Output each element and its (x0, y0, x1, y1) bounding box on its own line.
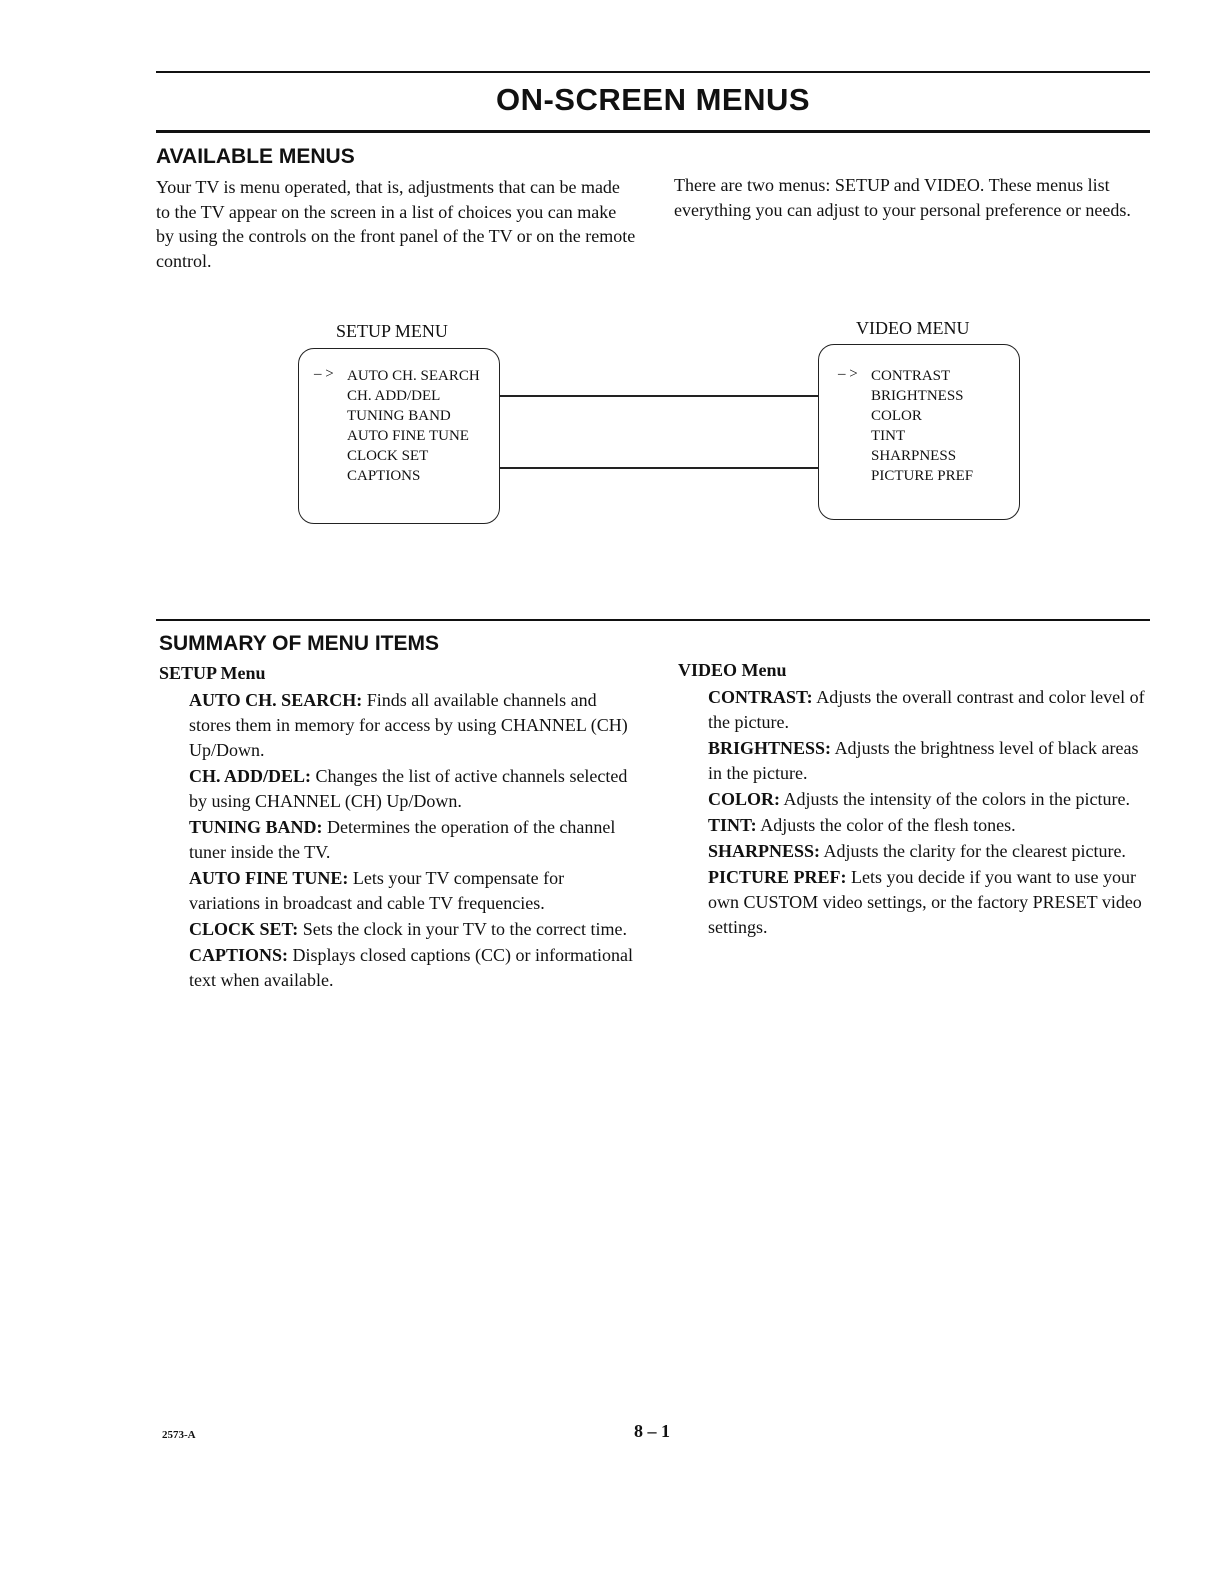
video-menu-item: PICTURE PREF (871, 468, 974, 484)
intro-paragraph-left: Your TV is menu operated, that is, adjustments that can be made to the TV appear on the screen in a list of choices you can make by using the controls on the front panel of the TV or on the remote control. (156, 177, 636, 271)
summary-term: TINT: (708, 815, 757, 835)
summary-heading: SUMMARY OF MENU ITEMS (159, 632, 440, 655)
summary-item (708, 685, 1153, 735)
page-title: ON-SCREEN MENUS (495, 82, 811, 117)
summary-rule (156, 619, 1150, 621)
video-menu-list (871, 366, 973, 486)
summary-term: AUTO CH. SEARCH: (189, 690, 363, 710)
summary-desc: Finds all available channels and stores them in memory for access by using CHANNEL (CH) Up/Down. (189, 690, 628, 760)
summary-desc: Adjusts the brightness level of black areas in the picture. (708, 738, 1139, 783)
summary-item (189, 866, 634, 916)
setup-menu-item: AUTO CH. SEARCH (347, 368, 480, 384)
connector-line-top (499, 395, 818, 397)
summary-term: COLOR: (708, 789, 780, 809)
video-menu-subheading: VIDEO Menu (678, 660, 787, 680)
summary-term: CAPTIONS: (189, 945, 289, 965)
summary-desc: Displays closed captions (CC) or informational text when available. (189, 945, 633, 990)
summary-term: CLOCK SET: (189, 919, 299, 939)
summary-term: BRIGHTNESS: (708, 738, 832, 758)
summary-term: TUNING BAND: (189, 817, 323, 837)
summary-term: SHARPNESS: (708, 841, 821, 861)
available-menus-heading: AVAILABLE MENUS (156, 145, 355, 168)
summary-item (708, 787, 1153, 812)
connector-line-bottom (499, 467, 818, 469)
video-menu-item: SHARPNESS (871, 448, 957, 464)
video-menu-item: TINT (871, 428, 906, 444)
setup-menu-item: TUNING BAND (347, 408, 451, 424)
summary-desc: Adjusts the intensity of the colors in the picture. (783, 789, 1130, 809)
setup-menu-item: AUTO FINE TUNE (347, 428, 469, 444)
summary-term: PICTURE PREF: (708, 867, 847, 887)
setup-menu-cursor: – > (314, 366, 334, 382)
summary-item (708, 865, 1153, 940)
summary-item (708, 839, 1153, 864)
summary-desc: Lets your TV compensate for variations in broadcast and cable TV frequencies. (189, 868, 565, 913)
video-menu-cursor: – > (838, 366, 858, 382)
summary-term: CH. ADD/DEL: (189, 766, 312, 786)
summary-item (708, 736, 1153, 786)
video-menu-item: COLOR (871, 408, 922, 424)
summary-desc: Sets the clock in your TV to the correct time. (302, 919, 627, 939)
document-code: 2573-A (162, 1429, 196, 1441)
video-menu-item: CONTRAST (871, 368, 951, 384)
summary-desc: Adjusts the overall contrast and color level of the picture. (708, 687, 1145, 732)
summary-item (189, 815, 634, 865)
summary-item (189, 943, 634, 993)
title-underline-rule (156, 130, 1150, 133)
summary-desc: Changes the list of active channels selected by using CHANNEL (CH) Up/Down. (189, 766, 628, 811)
intro-paragraph-right: There are two menus: SETUP and VIDEO. These menus list everything you can adjust to your personal preference or needs. (674, 175, 1131, 220)
summary-term: AUTO FINE TUNE: (189, 868, 349, 888)
setup-menu-item: CH. ADD/DEL (347, 388, 441, 404)
summary-item (189, 764, 634, 814)
setup-menu-list (347, 366, 480, 486)
setup-summary-list (189, 688, 634, 994)
summary-desc: Adjusts the color of the flesh tones. (760, 815, 1016, 835)
summary-desc: Lets you decide if you want to use your own CUSTOM video settings, or the factory PRESET video settings. (708, 867, 1142, 937)
summary-term: CONTRAST: (708, 687, 813, 707)
summary-item (189, 688, 634, 763)
setup-menu-item: CAPTIONS (347, 468, 421, 484)
summary-desc: Adjusts the clarity for the clearest picture. (823, 841, 1126, 861)
setup-menu-item: CLOCK SET (347, 448, 429, 464)
video-menu-title: VIDEO MENU (856, 318, 970, 338)
setup-menu-subheading: SETUP Menu (159, 663, 266, 683)
summary-item (189, 917, 634, 942)
top-rule (156, 71, 1150, 73)
page-number: 8 – 1 (634, 1421, 670, 1441)
setup-menu-title: SETUP MENU (336, 321, 448, 341)
summary-desc: Determines the operation of the channel tuner inside the TV. (189, 817, 616, 862)
video-menu-item: BRIGHTNESS (871, 388, 964, 404)
summary-item (708, 813, 1153, 838)
video-summary-list (708, 685, 1153, 941)
